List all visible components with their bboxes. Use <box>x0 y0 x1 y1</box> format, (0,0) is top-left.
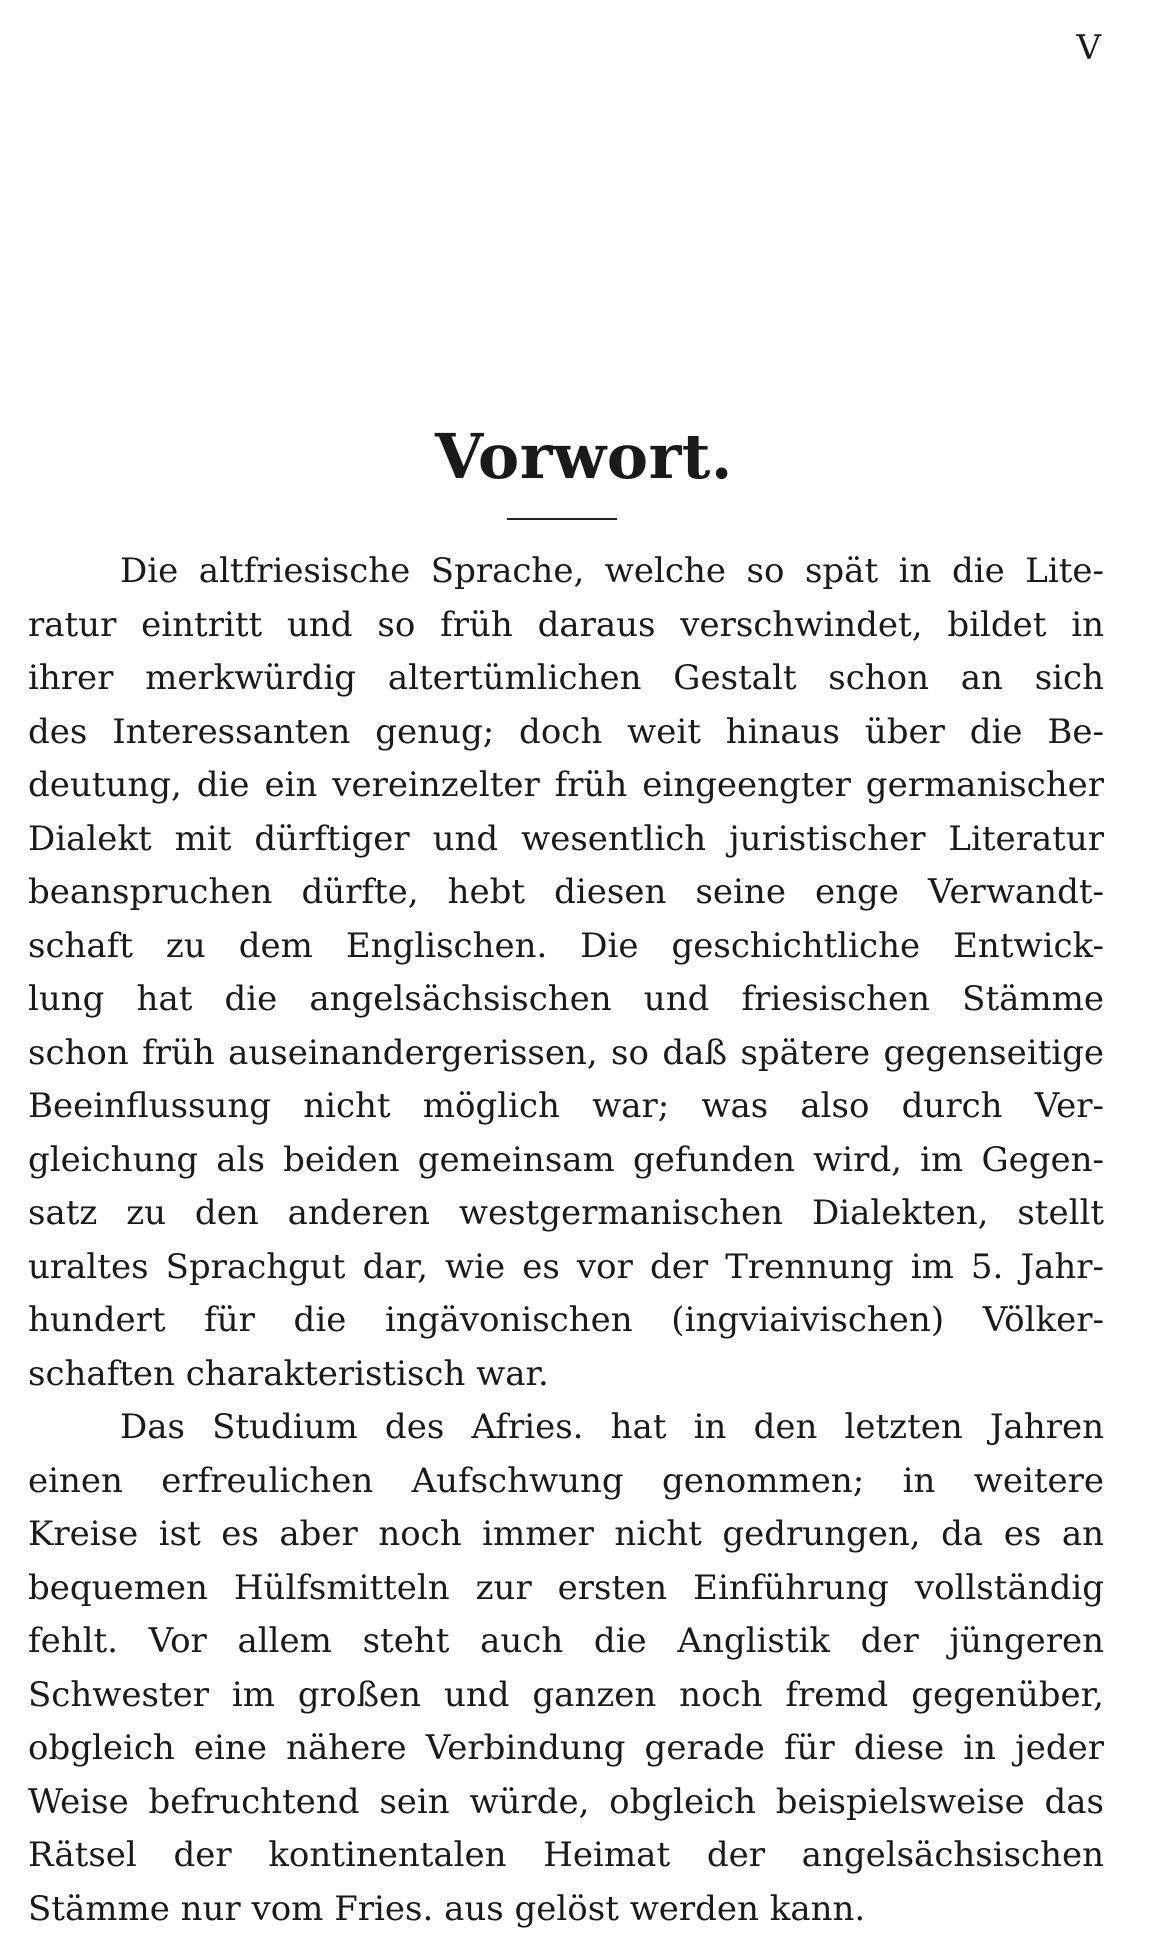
paragraph-line: satz zu den anderen westgermanischen Dialekten, stellt <box>28 1193 1104 1233</box>
paragraph-line: fehlt. Vor allem steht auch die Anglistik der jüngeren <box>28 1621 1104 1661</box>
paragraph-line: Weise befruchtend sein würde, obgleich beispielsweise das <box>28 1781 1104 1822</box>
paragraph-line: bequemen Hülfsmitteln zur ersten Einführung vollständig <box>28 1567 1104 1608</box>
paragraph-line: obgleich eine nähere Verbindung gerade für diese in jeder <box>28 1728 1104 1768</box>
body-text <box>28 545 1104 1936</box>
paragraph-line: uraltes Sprachgut dar, wie es vor der Trennung im 5. Jahr- <box>28 1246 1104 1287</box>
paragraph-line: Dialekt mit dürftiger und wesentlich juristischer Literatur <box>28 818 1104 859</box>
paragraph-line: schaften charakteristisch war. <box>28 1353 549 1394</box>
paragraph-line: Stämme nur vom Fries. aus gelöst werden kann. <box>28 1888 866 1929</box>
paragraph-line: deutung, die ein vereinzelter früh eingeengter germanischer <box>28 765 1104 805</box>
paragraph-line: schon früh auseinandergerissen, so daß spätere gegenseitige <box>28 1032 1104 1073</box>
paragraph-line: hundert für die ingävonischen (ingviaivischen) Völker- <box>28 1300 1104 1340</box>
title-rule <box>507 518 617 520</box>
paragraph-line: Rätsel der kontinentalen Heimat der angelsächsischen <box>28 1835 1104 1875</box>
paragraph-line: gleichung als beiden gemeinsam gefunden wird, im Gegen- <box>28 1139 1104 1180</box>
paragraph-line: Schwester im großen und ganzen noch fremd gegenüber, <box>28 1674 1104 1715</box>
paragraph-2 <box>28 1401 1104 1936</box>
paragraph-line: Kreise ist es aber noch immer nicht gedrungen, da es an <box>28 1514 1104 1554</box>
paragraph-line: Die altfriesische Sprache, welche so spät in die Lite- <box>120 551 1104 591</box>
page-number: V <box>1076 28 1102 68</box>
paragraph-1 <box>28 545 1104 1401</box>
page-title: Vorwort. <box>434 420 734 493</box>
paragraph-line: Das Studium des Afries. hat in den letzten Jahren <box>120 1407 1104 1447</box>
paragraph-line: lung hat die angelsächsischen und friesischen Stämme <box>28 979 1104 1019</box>
paragraph-line: ratur eintritt und so früh daraus verschwindet, bildet in <box>28 604 1104 645</box>
paragraph-line: des Interessanten genug; doch weit hinaus über die Be- <box>28 711 1104 752</box>
paragraph-line: beanspruchen dürfte, hebt diesen seine enge Verwandt- <box>28 872 1104 912</box>
paragraph-line: Beeinflussung nicht möglich war; was also durch Ver- <box>28 1086 1104 1126</box>
paragraph-line: einen erfreulichen Aufschwung genommen; in weitere <box>28 1460 1104 1501</box>
paragraph-line: schaft zu dem Englischen. Die geschichtliche Entwick- <box>28 925 1104 966</box>
paragraph-line: ihrer merkwürdig altertümlichen Gestalt schon an sich <box>28 658 1104 698</box>
